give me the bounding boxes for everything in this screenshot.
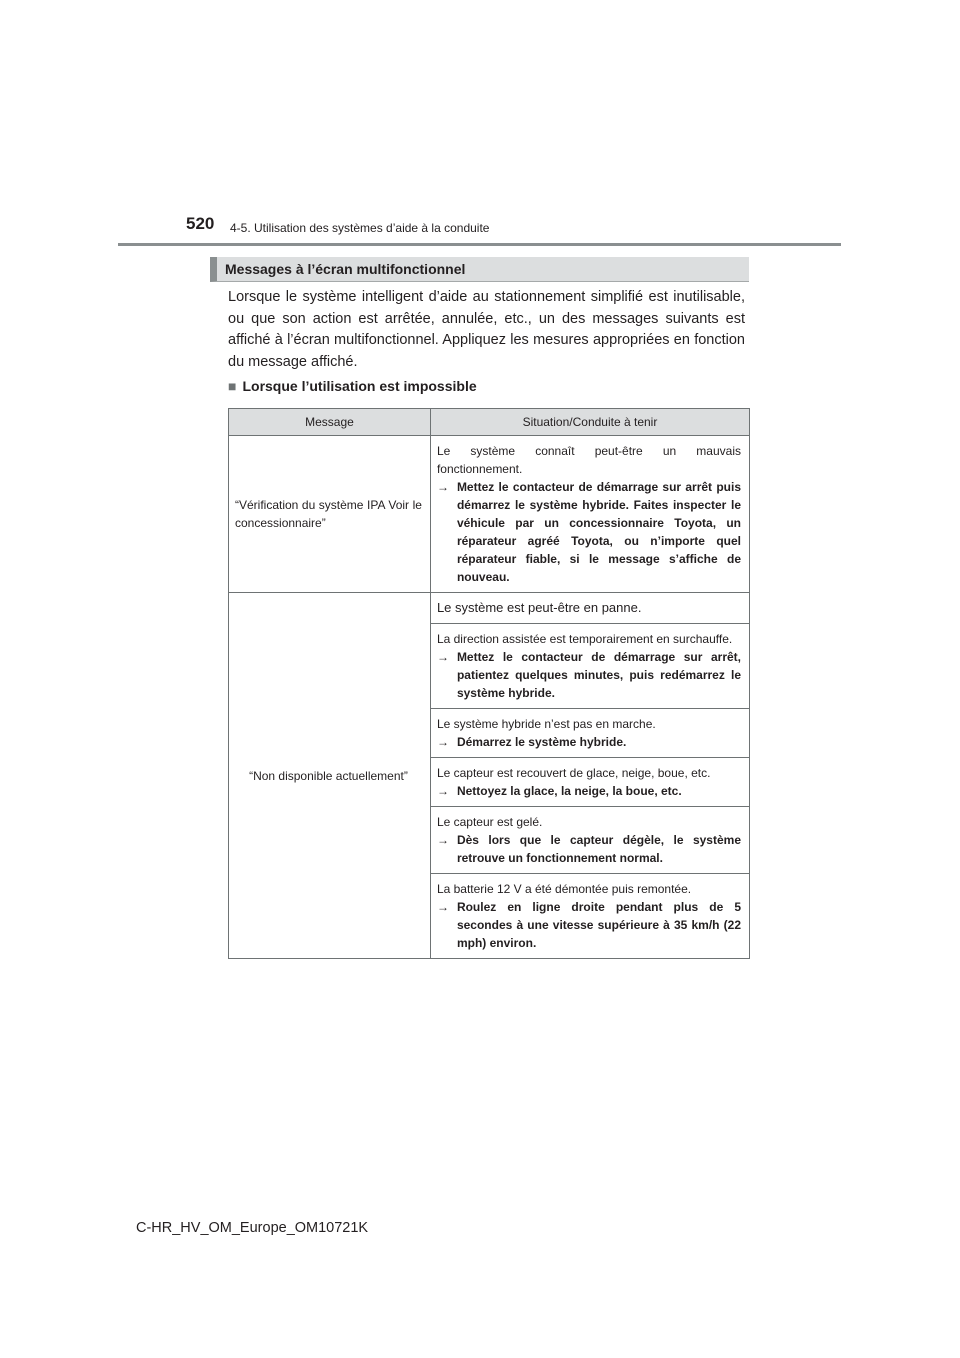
situation-action bbox=[437, 478, 741, 586]
header-divider bbox=[118, 243, 841, 246]
arrow-icon: → bbox=[436, 900, 449, 914]
column-header-message: Message bbox=[229, 409, 431, 436]
arrow-icon: → bbox=[436, 480, 449, 494]
intro-paragraph: Lorsque le système intelligent d’aide au stationnement simplifié est inutilisable, ou que son action est arrêtée, annulée, etc., un des messages suivants est affiché à l’écran multifonctionnel. Appliquez les mesures appropriées en fonction du message affiché. bbox=[228, 289, 745, 370]
table-header-row bbox=[229, 409, 750, 436]
sub-heading-label: Lorsque l’utilisation est impossible bbox=[242, 378, 477, 394]
page-number: 520 bbox=[186, 214, 215, 233]
action-text: Mettez le contacteur de démarrage sur arrêt puis démarrez le système hybride. Faites inspecter le véhicule par un concessionnaire Toyota, un réparateur agréé Toyota, ou n’importe quel réparateur fiable, si le message s’affiche de nouveau. bbox=[456, 480, 741, 584]
situation-cause: La direction assistée est temporairement en surchauffe. bbox=[436, 632, 733, 646]
action-text: Démarrez le système hybride. bbox=[456, 735, 627, 749]
section-heading: Messages à l’écran multifonctionnel bbox=[210, 257, 749, 282]
action-text: Mettez le contacteur de démarrage sur arrêt, patientez quelques minutes, puis redémarrez le système hybride. bbox=[456, 650, 741, 700]
message-cell: “Non disponible actuellement” bbox=[229, 593, 431, 959]
situation-action bbox=[437, 648, 741, 702]
situation-cause: Le capteur est gelé. bbox=[436, 815, 543, 829]
column-header-situation: Situation/Conduite à tenir bbox=[430, 409, 749, 436]
action-text: Roulez en ligne droite pendant plus de 5 secondes à une vitesse supérieure à 35 km/h (22 mph) environ. bbox=[456, 900, 741, 950]
situation-cell bbox=[430, 593, 749, 624]
situation-action bbox=[437, 898, 741, 952]
situation-action bbox=[437, 733, 741, 751]
arrow-icon: → bbox=[436, 784, 449, 798]
situation-action bbox=[437, 831, 741, 867]
table-row bbox=[229, 436, 750, 593]
situation-cell bbox=[430, 758, 749, 807]
messages-table bbox=[228, 408, 750, 959]
arrow-icon: → bbox=[436, 650, 449, 664]
arrow-icon: → bbox=[436, 833, 449, 847]
chapter-title: 4-5. Utilisation des systèmes d’aide à la conduite bbox=[230, 221, 490, 235]
situation-cell bbox=[430, 709, 749, 758]
square-bullet-icon: ■ bbox=[228, 378, 237, 394]
situation-cell bbox=[430, 874, 749, 959]
message-cell: “Vérification du système IPA Voir le concessionnaire” bbox=[229, 436, 431, 593]
situation-cell bbox=[430, 807, 749, 874]
table-row bbox=[229, 593, 750, 624]
situation-action bbox=[437, 782, 741, 800]
situation-cause: Le système connaît peut-être un mauvais fonctionnement. bbox=[436, 444, 741, 476]
action-text: Nettoyez la glace, la neige, la boue, etc. bbox=[456, 784, 682, 798]
situation-cause: La batterie 12 V a été démontée puis remontée. bbox=[436, 882, 692, 896]
situation-cause: Le capteur est recouvert de glace, neige, boue, etc. bbox=[436, 766, 711, 780]
footer-document-code: C-HR_HV_OM_Europe_OM10721K bbox=[136, 1220, 369, 1236]
action-text: Dès lors que le capteur dégèle, le système retrouve un fonctionnement normal. bbox=[456, 833, 741, 865]
arrow-icon: → bbox=[436, 735, 449, 749]
situation-cause: Le système hybride n’est pas en marche. bbox=[436, 717, 656, 731]
situation-cause: Le système est peut-être en panne. bbox=[436, 600, 642, 615]
situation-cell bbox=[430, 624, 749, 709]
situation-cell bbox=[430, 436, 749, 593]
sub-heading bbox=[228, 377, 477, 395]
